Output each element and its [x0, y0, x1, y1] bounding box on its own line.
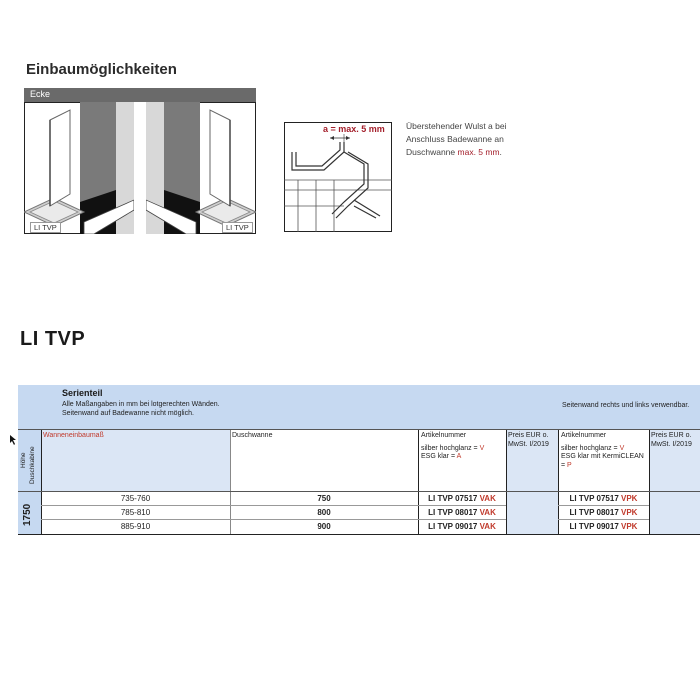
- mouse-cursor-icon: [10, 432, 18, 442]
- price2-l2: MwSt. I/2019: [651, 440, 692, 448]
- rule-h: [558, 505, 649, 506]
- row1-wanne: 735-760: [120, 494, 151, 503]
- rule-h: [18, 429, 700, 430]
- rule-h: [18, 491, 700, 492]
- art2-line2: [561, 445, 647, 454]
- art1-line3-prefix: ESG klar =: [421, 453, 457, 460]
- art1-line3-code: A: [456, 453, 462, 460]
- art1-line3: [421, 453, 504, 462]
- row1-art-a: [418, 494, 506, 503]
- col-art1-header: [419, 429, 506, 491]
- art2-line3-prefix: ESG klar mit KermiCLEAN =: [561, 453, 644, 469]
- col-price1-header: [506, 429, 558, 535]
- rule-v: [506, 429, 507, 535]
- section-title: Einbaumöglichkeiten: [26, 61, 177, 78]
- note-line-1: Überstehender Wulst a bei: [406, 121, 507, 131]
- row3-art-b-suffix: VPK: [620, 522, 638, 531]
- row3-art-a-suffix: VAK: [479, 522, 496, 531]
- price1-l2: MwSt. I/2019: [508, 440, 549, 448]
- art2-title: Artikelnummer: [561, 432, 607, 439]
- col-wanne-header: [41, 429, 230, 491]
- row2-art-a: [418, 508, 506, 517]
- row1-art-a-base: LI TVP 07517: [428, 494, 480, 503]
- row2-art-b-suffix: VPK: [620, 508, 638, 517]
- diagram-tag-right: LI TVP: [222, 222, 253, 233]
- note-line-3-highlight: max. 5 mm: [457, 147, 500, 157]
- corner-diagram-left: [24, 102, 134, 234]
- product-title: LI TVP: [20, 328, 86, 350]
- note-line-3-prefix: Duschwanne: [406, 147, 458, 157]
- col-price2-header: [649, 429, 700, 535]
- detail-diagram: [284, 122, 392, 232]
- col-art2-header: [559, 429, 649, 491]
- price1-l1: Preis EUR o.: [508, 432, 549, 439]
- ecke-label: Ecke: [30, 89, 51, 99]
- installation-note: [406, 120, 526, 159]
- corner-diagram-right: [146, 102, 256, 234]
- serienteil-heading: Serienteil: [62, 388, 103, 398]
- diagram-tag-left: LI TVP: [30, 222, 61, 233]
- row3-art-b: [558, 522, 649, 531]
- row1-art-a-suffix: VAK: [479, 494, 496, 503]
- art1-line2-prefix: silber hochglanz =: [421, 444, 480, 452]
- col-wanne-label: Wanneneinbaumaß: [43, 432, 104, 439]
- row3-art-b-base: LI TVP 09017: [569, 522, 621, 531]
- row3-wanne: 885-910: [120, 522, 151, 531]
- rule-h: [41, 505, 506, 506]
- col-dusch-label: Duschwanne: [232, 432, 273, 439]
- art2-line2-prefix: silber hochglanz =: [561, 444, 620, 452]
- dimension-label: a = max. 5 mm: [323, 124, 385, 134]
- price2-l1: Preis EUR o.: [651, 432, 692, 439]
- row2-art-b-base: LI TVP 08017: [569, 508, 621, 517]
- height-label-1: Höhe: [20, 452, 27, 468]
- rule-h: [41, 519, 506, 520]
- row3-dusch: 900: [317, 522, 331, 531]
- row2-dusch: 800: [317, 508, 331, 517]
- row1-art-b-suffix: VPK: [620, 494, 638, 503]
- row3-art-a-base: LI TVP 09017: [428, 522, 480, 531]
- art1-line2: [421, 445, 504, 454]
- side-panel-note: Seitenwand rechts und links verwendbar.: [562, 402, 690, 409]
- art1-title: Artikelnummer: [421, 432, 467, 439]
- height-label-2: Duschkabine: [29, 446, 36, 484]
- art2-line3-code: P: [567, 461, 572, 469]
- row1-art-b-base: LI TVP 07517: [569, 494, 621, 503]
- col-dusch-header: [230, 429, 418, 491]
- serienteil-note: [62, 400, 362, 418]
- height-value: 1750: [22, 503, 33, 526]
- art2-line2-code: V: [619, 444, 625, 452]
- row2-art-a-suffix: VAK: [479, 508, 496, 517]
- rule-v: [649, 429, 650, 535]
- rule-h: [558, 519, 649, 520]
- row2-art-a-base: LI TVP 08017: [428, 508, 480, 517]
- note-line-3: [406, 146, 526, 159]
- rule-h: [18, 534, 700, 535]
- art1-line2-code: V: [479, 444, 485, 452]
- art2-line3: [561, 453, 647, 470]
- serie-note-1: Alle Maßangaben in mm bei lotgerechten Wänden.: [62, 401, 220, 408]
- row2-art-b: [558, 508, 649, 517]
- row1-dusch: 750: [317, 494, 331, 503]
- note-line-2: Anschluss Badewanne an: [406, 134, 504, 144]
- row3-art-a: [418, 522, 506, 531]
- row1-art-b: [558, 494, 649, 503]
- row2-wanne: 785-810: [120, 508, 151, 517]
- serie-note-2: Seitenwand auf Badewanne nicht möglich.: [62, 410, 194, 417]
- note-line-3-suffix: .: [499, 147, 502, 157]
- ecke-bar: [24, 88, 256, 102]
